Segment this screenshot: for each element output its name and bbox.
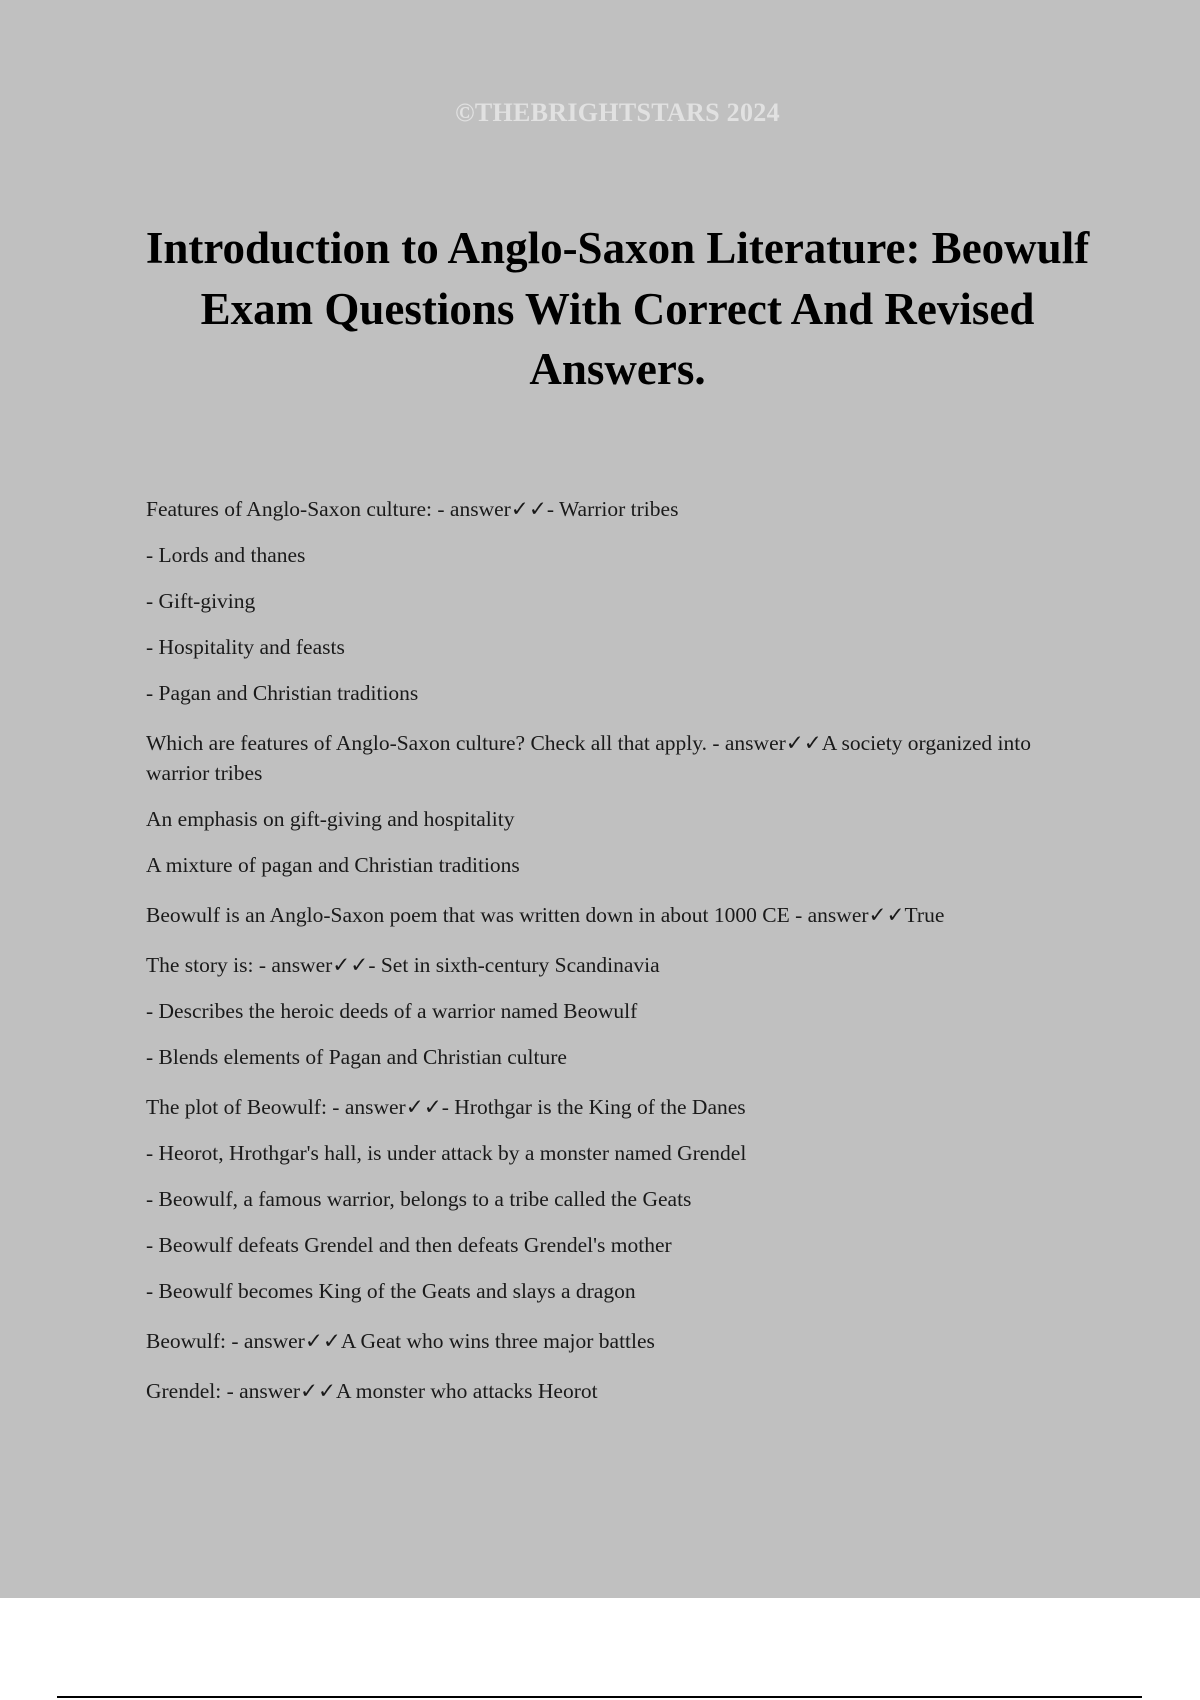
qa-line: - Heorot, Hrothgar's hall, is under attack by a monster named Grendel [146, 1141, 747, 1165]
qa-line: Beowulf: - answer✓✓A Geat who wins three major battles [146, 1329, 655, 1353]
qa-line: Beowulf is an Anglo-Saxon poem that was written down in about 1000 CE - answer✓✓True [146, 903, 945, 927]
qa-line: Features of Anglo-Saxon culture: - answer✓✓- Warrior tribes [146, 497, 679, 521]
qa-line: - Gift-giving [146, 589, 256, 613]
qa-line: The plot of Beowulf: - answer✓✓- Hrothgar is the King of the Danes [146, 1095, 746, 1119]
qa-line: - Pagan and Christian traditions [146, 681, 419, 705]
footer-divider [57, 1696, 1142, 1698]
qa-line: An emphasis on gift-giving and hospitality [146, 807, 515, 831]
qa-line: The story is: - answer✓✓- Set in sixth-century Scandinavia [146, 953, 660, 977]
qa-line: Which are features of Anglo-Saxon culture? Check all that apply. - answer✓✓A society organized into warrior tribes [146, 731, 1031, 785]
qa-line: - Beowulf defeats Grendel and then defeats Grendel's mother [146, 1233, 672, 1257]
qa-line: - Describes the heroic deeds of a warrior named Beowulf [146, 999, 638, 1023]
qa-line: - Beowulf becomes King of the Geats and slays a dragon [146, 1279, 636, 1303]
qa-line: - Hospitality and feasts [146, 635, 345, 659]
qa-line: - Blends elements of Pagan and Christian culture [146, 1045, 567, 1069]
qa-line: A mixture of pagan and Christian traditions [146, 853, 520, 877]
qa-line: - Beowulf, a famous warrior, belongs to a tribe called the Geats [146, 1187, 692, 1211]
qa-content [146, 494, 1066, 1406]
watermark: ©THEBRIGHTSTARS 2024 [455, 98, 780, 127]
qa-line: - Lords and thanes [146, 543, 306, 567]
page-title: Introduction to Anglo-Saxon Literature: Beowulf Exam Questions With Correct And Revised Answers. [145, 223, 1090, 394]
qa-line: Grendel: - answer✓✓A monster who attacks Heorot [146, 1379, 598, 1403]
